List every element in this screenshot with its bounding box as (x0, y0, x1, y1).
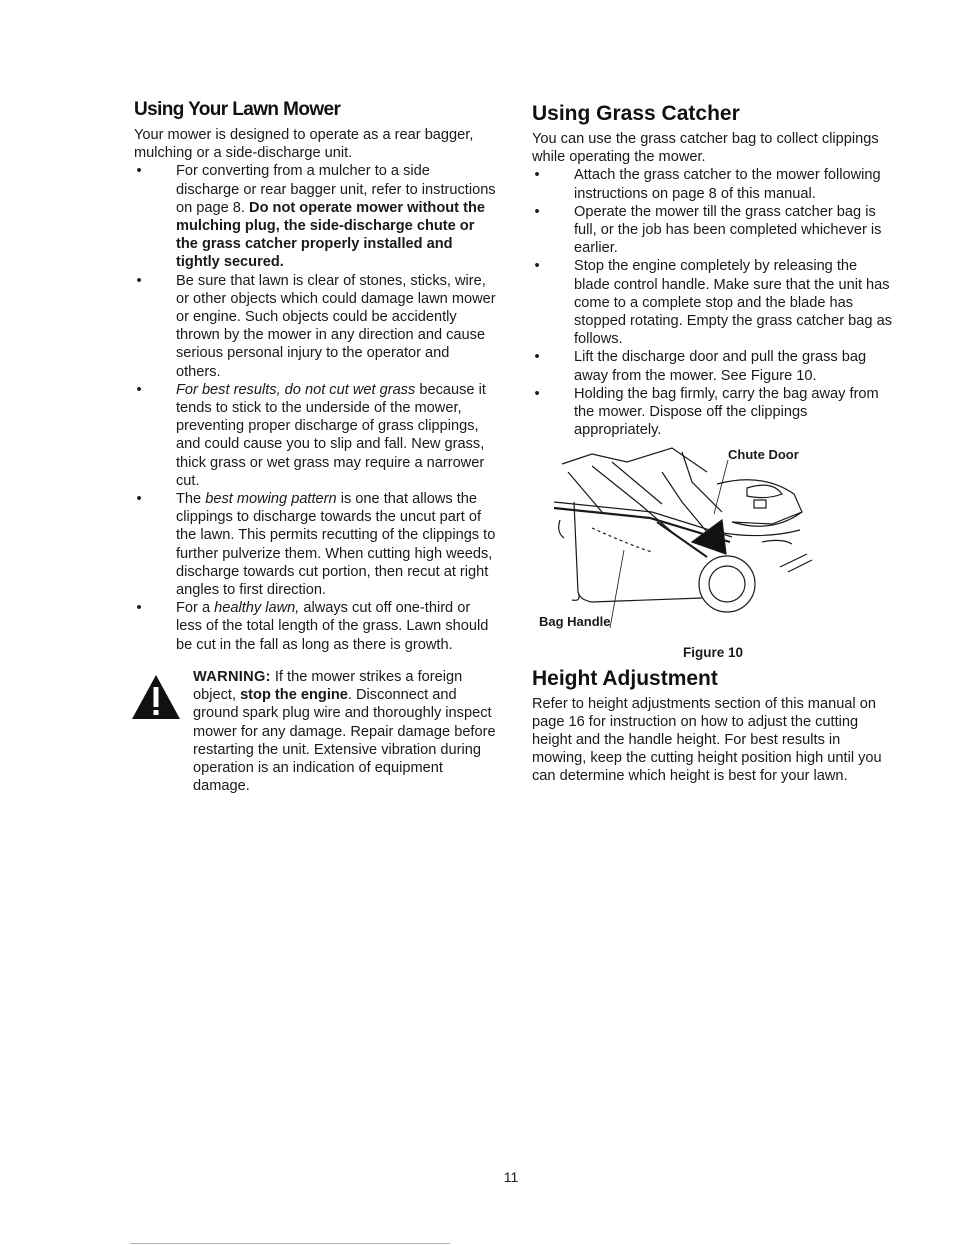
grass-catcher-bullets (532, 166, 894, 439)
warning-bold-text: stop the engine (240, 687, 348, 704)
bullet-text: Lift the discharge door and pull the grass bag away from the mower. See Figure 10. (574, 349, 867, 384)
bullet-dot: • (136, 600, 142, 617)
bullet-bold-text: Do not operate mower without the mulching plug, the side-discharge chute or the grass catcher properly installed and tightly secured. (176, 199, 485, 271)
heading-using-grass-catcher: Using Grass Catcher (532, 102, 740, 125)
warning-block (134, 668, 496, 795)
warning-triangle-icon (131, 674, 181, 720)
figure-caption: Figure 10 (682, 645, 744, 661)
bullet-dot: • (136, 491, 142, 508)
bullet-text: because it tends to stick to the underside of the mower, preventing proper discharge of grass clippings, and could cause you to slip and fall. New grass, thick grass or wet grass may require a narrower cut. (176, 381, 486, 489)
heading-using-lawn-mower: Using Your Lawn Mower (134, 99, 341, 120)
bottom-rule (130, 1243, 450, 1244)
left-column (134, 98, 496, 795)
bullet-text: For a (176, 600, 211, 617)
bullet-dot: • (534, 167, 540, 184)
list-item (532, 385, 894, 440)
list-item (532, 257, 894, 348)
bullet-text: The (176, 491, 202, 508)
bullet-text: always cut off one-third or less of the total length of the grass. Lawn should be cut in the fall as long as there is growth. (176, 600, 489, 653)
bullet-dot: • (136, 163, 142, 180)
warning-text: If the mower strikes a foreign object, (193, 668, 463, 704)
list-item (532, 203, 894, 258)
bullet-italic-text: healthy lawn, (214, 600, 300, 617)
bullet-italic-text: best mowing pattern (205, 491, 337, 508)
bullet-text: Be sure that lawn is clear of stones, sticks, wire, or other objects which could damage lawn mower or engine. Such objects could be accidently thrown by the mower in any direction and cause serious personal injury to the operator and others. (176, 272, 496, 380)
list-item (532, 166, 894, 202)
figure-10 (532, 442, 894, 642)
bullet-text: Attach the grass catcher to the mower following instructions on page 8 of this manual. (574, 167, 881, 202)
list-item (532, 348, 894, 384)
bullet-text: Holding the bag firmly, carry the bag away from the mower. Dispose off the clippings appropriately. (574, 385, 879, 439)
list-item (134, 381, 496, 490)
list-item (134, 272, 496, 381)
bullet-text: For converting from a mulcher to a side discharge or rear bagger unit, refer to instructions on page 8. (176, 163, 496, 216)
grass-catcher-intro: You can use the grass catcher bag to collect clippings while operating the mower. (532, 131, 879, 166)
page-number: 11 (503, 1169, 519, 1185)
bullet-italic-text: For best results, do not cut wet grass (176, 381, 416, 398)
bullet-text: Stop the engine completely by releasing the blade control handle. Make sure that the unit has come to a complete stop and the blade has stopped rotating. Empty the grass catcher bag as follows. (574, 258, 892, 348)
warning-title: WARNING: (193, 668, 271, 685)
list-item (134, 599, 496, 654)
bullet-dot: • (534, 203, 540, 220)
bullet-dot: • (136, 272, 142, 289)
label-bag-handle: Bag Handle (539, 614, 611, 630)
grass-catcher-illustration (532, 442, 832, 632)
lawn-mower-intro: Your mower is designed to operate as a rear bagger, mulching or a side-discharge unit. (134, 127, 474, 162)
height-adjustment-text: Refer to height adjustments section of this manual on page 16 for instruction on how to adjust the cutting height and the handle height. For best results in mowing, keep the cutting height position high until you can determine which height is best for your lawn. (532, 695, 882, 785)
bullet-dot: • (534, 349, 540, 366)
right-column (532, 98, 894, 786)
bullet-dot: • (534, 258, 540, 275)
list-item (134, 162, 496, 271)
bullet-text: is one that allows the clippings to discharge towards the uncut part of the lawn. This permits recutting of the clippings to further pulverize them. When cutting high weeds, discharge towards cut portion, then recut at right angles to first direction. (176, 491, 496, 599)
heading-height-adjustment: Height Adjustment (532, 666, 718, 690)
lawn-mower-bullets (134, 162, 496, 653)
warning-text: . Disconnect and ground spark plug wire and thoroughly inspect mower for any damage. Repair damage before restarting the unit. Extensive vibration during operation is an indication of equipment damage. (193, 687, 496, 795)
list-item (134, 490, 496, 599)
bullet-dot: • (534, 385, 540, 402)
bullet-text: Operate the mower till the grass catcher bag is full, or the job has been completed whichever is earlier. (574, 203, 882, 257)
label-chute-door: Chute Door (728, 447, 799, 463)
bullet-dot: • (136, 381, 142, 398)
